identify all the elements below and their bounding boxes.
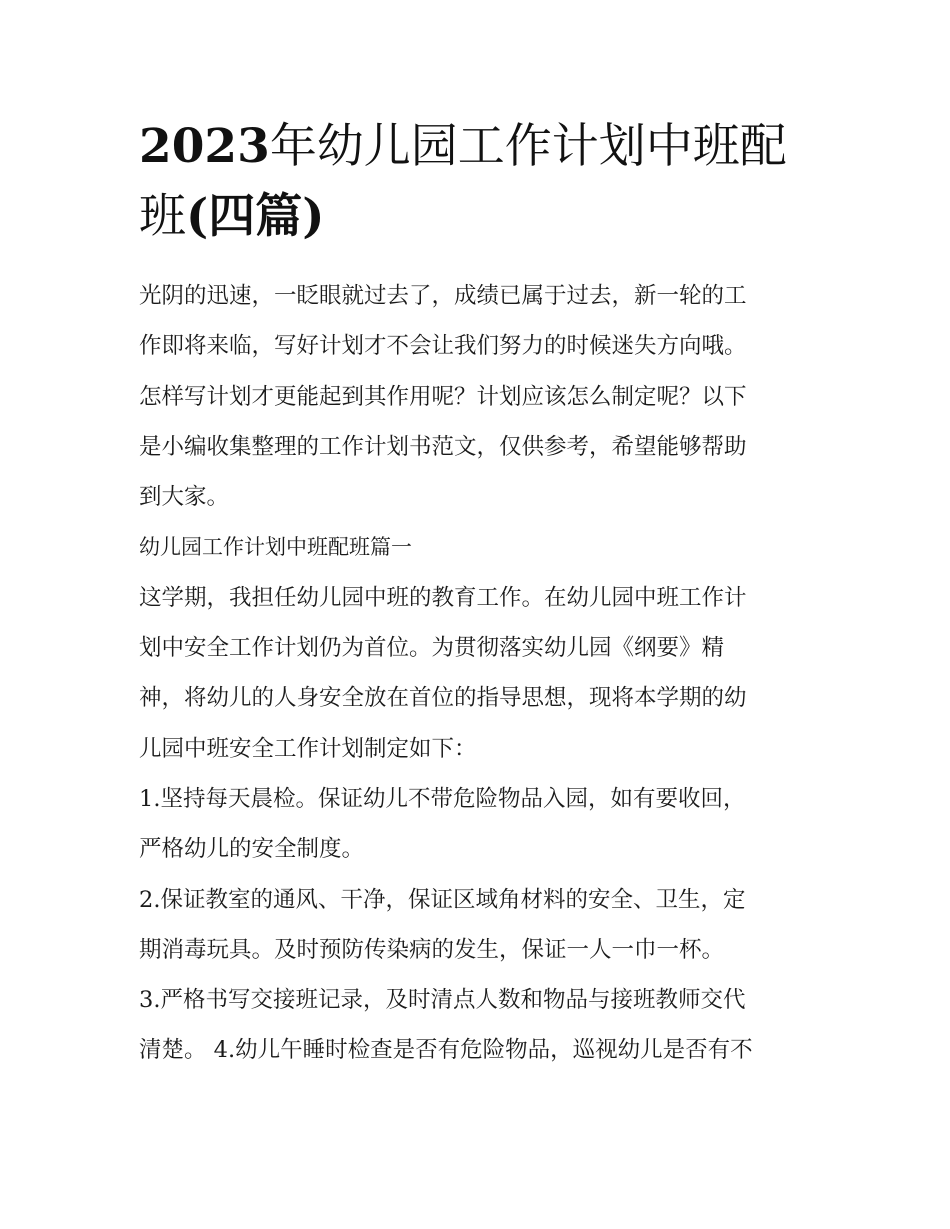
- title-text: 年幼儿园工作计划中班配: [269, 119, 787, 174]
- title-line: [139, 112, 819, 182]
- body-line: 儿园中班安全工作计划制定如下：: [139, 735, 477, 762]
- list-item-line: 2.保证教室的通风、干净，保证区域角材料的安全、卫生，定: [139, 886, 746, 913]
- list-item-line: 1.坚持每天晨检。保证幼儿不带危险物品入园，如有要收回，: [139, 785, 746, 812]
- body-line: 是小编收集整理的工作计划书范文，仅供参考，希望能够帮助: [139, 433, 747, 460]
- title-text: 班: [139, 189, 186, 244]
- title-subtitle: (四篇): [186, 189, 325, 244]
- document-page: [139, 112, 819, 1076]
- body-line: 作即将来临，写好计划才不会让我们努力的时候迷失方向哦。: [139, 333, 747, 360]
- body-line: 光阴的迅速，一眨眼就过去了，成绩已属于过去，新一轮的工: [139, 283, 747, 309]
- list-item-line: 严格幼儿的安全制度。: [139, 836, 365, 863]
- section-heading: 幼儿园工作计划中班配班篇一: [139, 535, 412, 560]
- body-line: 划中安全工作计划仍为首位。为贯彻落实幼儿园《纲要》精: [139, 635, 725, 662]
- list-item-line: 清楚。 4.幼儿午睡时检查是否有危险物品，巡视幼儿是否有不: [139, 1037, 753, 1064]
- body-line: 这学期，我担任幼儿园中班的教育工作。在幼儿园中班工作计: [139, 584, 747, 611]
- body-line: 到大家。: [139, 484, 230, 511]
- title-line: [139, 182, 819, 252]
- body-line: 怎样写计划才更能起到其作用呢？计划应该怎么制定呢？以下: [139, 383, 747, 410]
- document-body: [139, 271, 819, 1076]
- list-item-line: 3.严格书写交接班记录，及时清点人数和物品与接班教师交代: [139, 987, 746, 1014]
- title-year: 2023: [139, 119, 270, 174]
- list-item-line: 期消毒玩具。及时预防传染病的发生，保证一人一巾一杯。: [139, 936, 725, 963]
- document-title: [139, 112, 819, 252]
- body-line: 神，将幼儿的人身安全放在首位的指导思想，现将本学期的幼: [139, 685, 747, 712]
